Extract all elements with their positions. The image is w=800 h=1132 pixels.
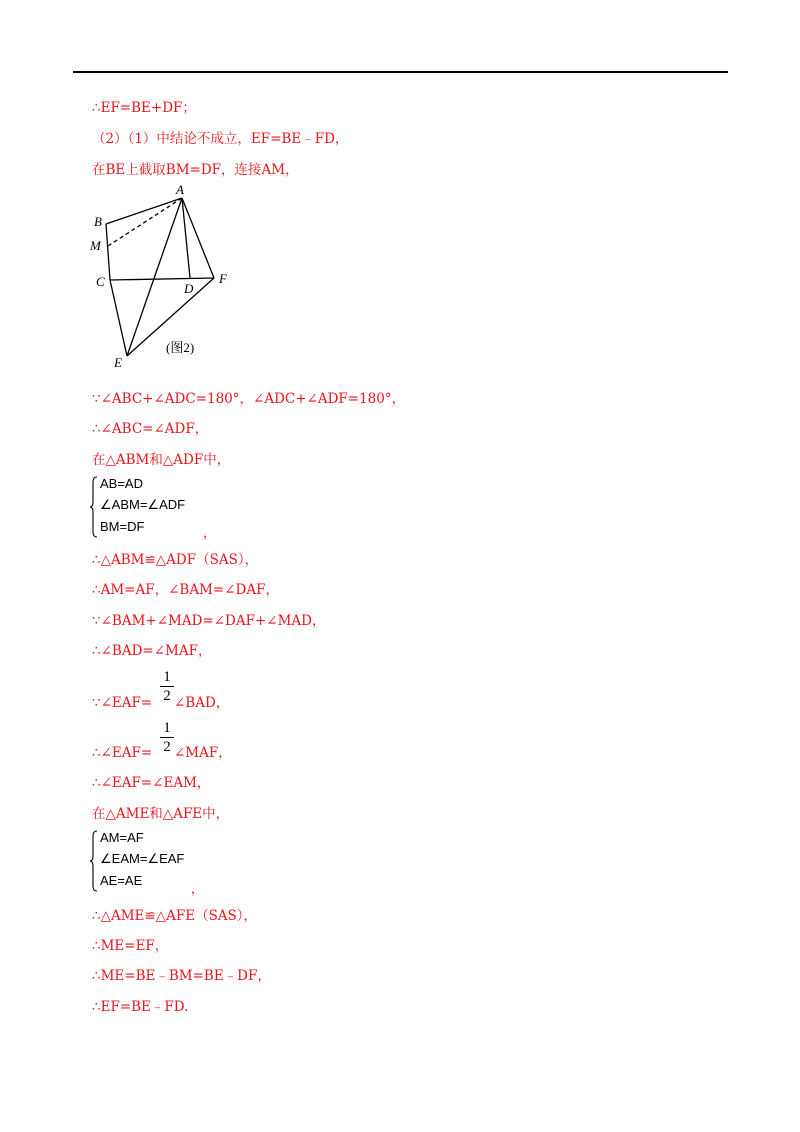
fraction-half-2: [160, 720, 174, 755]
label-m: M: [90, 238, 101, 253]
segment-af: [182, 198, 214, 278]
fraction-bar: [160, 737, 174, 738]
solution-line-16: ∴ME=EF，: [92, 938, 169, 954]
label-c: C: [96, 274, 105, 289]
label-d: D: [184, 281, 194, 296]
solution-line-1: ∴EF=BE+DF；: [92, 100, 196, 116]
solution-line-8: ∴AM=AF，∠BAM=∠DAF，: [92, 582, 279, 598]
solution-line-5: ∴∠ABC=∠ADF，: [92, 421, 209, 437]
solution-line-7: ∴△ABM≌△ADF（SAS），: [92, 552, 259, 568]
segment-bc: [106, 224, 110, 280]
solution-line-15: ∴△AME≌△AFE（SAS），: [92, 908, 258, 924]
label-f: F: [219, 271, 227, 286]
solution-line-11a: ∵∠EAF=: [92, 695, 153, 711]
solution-line-9: ∵∠BAM+∠MAD=∠DAF+∠MAD，: [92, 613, 326, 629]
label-a: A: [176, 182, 184, 197]
solution-line-12a: ∴∠EAF=: [92, 745, 153, 761]
solution-line-3: 在BE上截取BM=DF，连接AM，: [92, 162, 299, 178]
segment-ae: [127, 198, 182, 356]
segment-ce: [110, 280, 127, 356]
label-b: B: [94, 214, 102, 229]
geometry-figure: [86, 180, 246, 370]
fraction-half-1: [160, 669, 174, 704]
label-e: E: [114, 355, 122, 370]
solution-line-14: 在△AME和△AFE中，: [92, 806, 230, 822]
fraction-numerator: 1: [163, 669, 171, 685]
system1-comma: ，: [203, 526, 217, 541]
congruence-system-2: [90, 830, 210, 897]
solution-line-10: ∴∠BAD=∠MAF，: [92, 643, 212, 659]
fraction-denominator: 2: [163, 739, 171, 755]
segment-cf: [110, 278, 214, 280]
solution-line-6: 在△ABM和△ADF中，: [92, 452, 231, 468]
solution-line-17: ∴ME=BE﹣BM=BE﹣DF，: [92, 968, 271, 984]
solution-line-12b: ∠MAF，: [174, 745, 232, 761]
congruence-system-1: [90, 476, 217, 541]
brace-icon: [90, 830, 98, 892]
solution-line-18: ∴EF=BE﹣FD.: [92, 999, 189, 1015]
segment-ad: [182, 198, 190, 278]
fraction-bar: [160, 686, 174, 687]
system1-row-2: ∠ABM=∠ADF: [100, 497, 186, 512]
system2-comma: ，: [191, 882, 205, 897]
figure-caption: (图2): [166, 340, 195, 355]
solution-line-2: （2）（1）中结论不成立，EF=BE﹣FD，: [92, 131, 349, 147]
segment-ba: [106, 198, 182, 224]
solution-line-4: ∵∠ABC+∠ADC=180°，∠ADC+∠ADF=180°，: [92, 391, 406, 407]
system2-row-2: ∠EAM=∠EAF: [100, 851, 185, 866]
system1-row-3: BM=DF: [100, 519, 145, 534]
system2-row-1: AM=AF: [100, 830, 144, 845]
system2-row-3: AE=AE: [100, 873, 143, 888]
solution-line-13: ∴∠EAF=∠EAM，: [92, 775, 211, 791]
figure-svg: [86, 180, 246, 370]
solution-line-11b: ∠BAD，: [174, 695, 230, 711]
segment-am-dashed: [108, 198, 182, 246]
header-rule: [73, 71, 728, 73]
fraction-numerator: 1: [163, 720, 171, 736]
brace-icon: [90, 476, 98, 538]
fraction-denominator: 2: [163, 688, 171, 704]
system1-row-1: AB=AD: [100, 476, 143, 491]
